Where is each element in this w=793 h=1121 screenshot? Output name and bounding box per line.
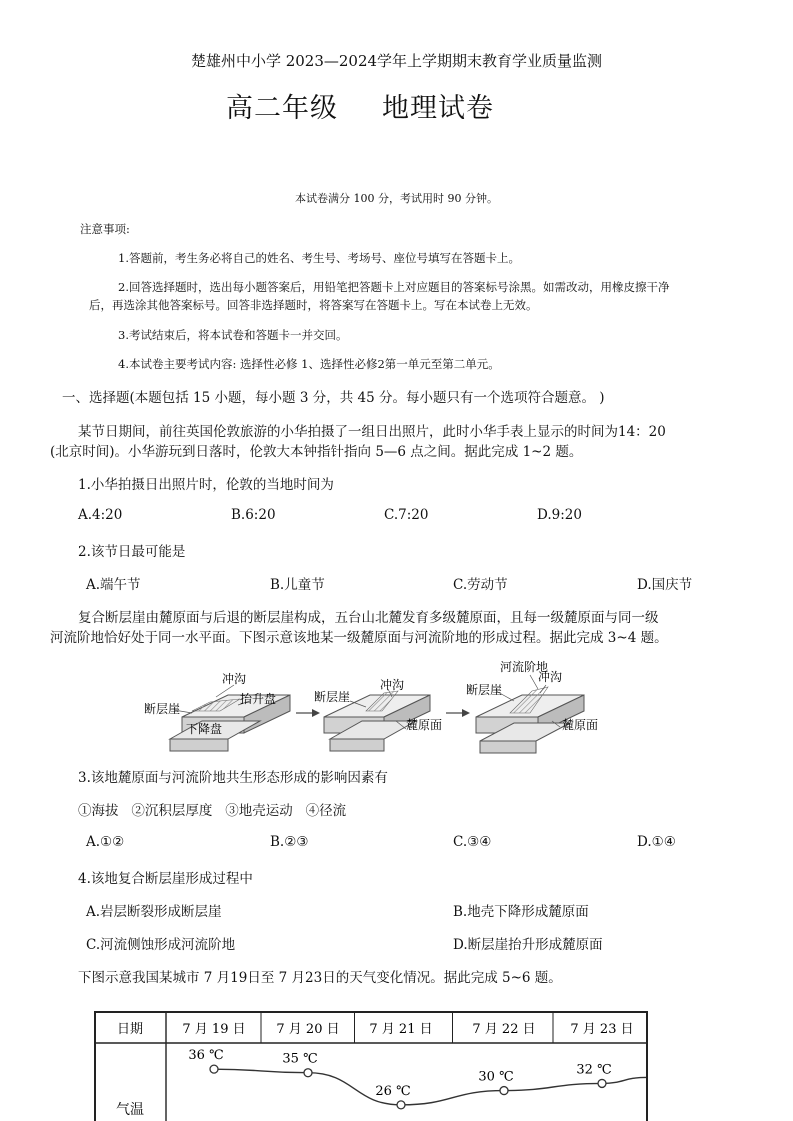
temperature-label: 32 ℃ xyxy=(576,1062,612,1078)
q1-stem: 1.小华拍摄日出照片时，伦敦的当地时间为 xyxy=(78,477,334,493)
weather-chart xyxy=(94,1010,650,1121)
q3-option-c[interactable]: C.③④ xyxy=(453,834,492,850)
p1-down-label: 下降盘 xyxy=(186,722,223,736)
p2-gully-label: 冲沟 xyxy=(380,678,405,692)
date-label: 7 月 21 日 xyxy=(369,1022,433,1037)
temperature-label: 36 ℃ xyxy=(188,1048,224,1064)
p1-uplift-label: 抬升盘 xyxy=(240,692,277,706)
date-label: 7 月 20 日 xyxy=(276,1022,340,1037)
p2-fault-label: 断层崖 xyxy=(314,690,351,704)
note-2a: 2.回答选择题时，选出每小题答案后，用铅笔把答题卡上对应题目的答案标号涂黑。如需改动，用橡皮擦干净 xyxy=(118,280,670,294)
p1-fault-label: 断层崖 xyxy=(144,702,181,716)
p3-piedmont-label: 麓原面 xyxy=(562,718,599,732)
q1-option-c[interactable]: C.7:20 xyxy=(384,507,429,523)
temperature-label: 30 ℃ xyxy=(478,1069,514,1085)
p2-piedmont-label: 麓原面 xyxy=(406,718,443,732)
temperature-label: 35 ℃ xyxy=(282,1051,318,1067)
p3-terrace-label: 河流阶地 xyxy=(500,660,549,674)
note-2b: 后，再选涂其他答案标号。回答非选择题时，将答案写在答题卡上。写在本试卷上无效。 xyxy=(89,298,538,312)
date-labels xyxy=(182,1022,633,1037)
arrow-1 xyxy=(296,709,320,717)
q4-option-b[interactable]: B.地壳下降形成麓原面 xyxy=(453,904,589,920)
panel-3 xyxy=(466,659,598,753)
passage2-line2: 河流阶地恰好处于同一水平面。下图示意该地某一级麓原面与河流阶地的形成过程。据此完成 3~4 题。 xyxy=(50,630,668,646)
q3-stem: 3.该地麓原面与河流阶地共生形态形成的影响因素有 xyxy=(78,770,388,786)
q3-items: ①海拔 ②沉积层厚度 ③地壳运动 ④径流 xyxy=(78,803,347,819)
temp-row-header: 气温 xyxy=(116,1102,144,1118)
section-heading: 一、选择题(本题包括 15 小题，每小题 3 分，共 45 分。每小题只有一个选项符合题意。 ) xyxy=(62,390,605,406)
temperature-point xyxy=(397,1101,405,1109)
q4-stem: 4.该地复合断层崖形成过程中 xyxy=(78,871,253,887)
q2-stem: 2.该节日最可能是 xyxy=(78,544,186,560)
passage1-line2: (北京时间)。小华游玩到日落时，伦敦大本钟指针指向 5—6 点之间。据此完成 1~2 题。 xyxy=(50,444,583,460)
temperature-points xyxy=(188,1048,611,1109)
temperature-point xyxy=(500,1087,508,1095)
temperature-label: 26 ℃ xyxy=(375,1083,411,1099)
note-4: 4.本试卷主要考试内容: 选择性必修 1、选择性必修2第一单元至第二单元。 xyxy=(118,357,500,371)
q1-option-d[interactable]: D.9:20 xyxy=(537,507,582,523)
q2-option-b[interactable]: B.儿童节 xyxy=(270,577,325,593)
notes-label: 注意事项: xyxy=(80,222,130,236)
note-1: 1.答题前，考生务必将自己的姓名、考生号、考场号、座位号填写在答题卡上。 xyxy=(118,251,520,265)
passage2-line1: 复合断层崖由麓原面与后退的断层崖构成，五台山北麓发育多级麓原面，且每一级麓原面与同一级 xyxy=(78,610,659,626)
date-label: 7 月 22 日 xyxy=(472,1022,536,1037)
q2-option-d[interactable]: D.国庆节 xyxy=(637,577,693,593)
date-row-header: 日期 xyxy=(116,1022,144,1037)
passage1-line1: 某节日期间，前往英国伦敦旅游的小华拍摄了一组日出照片，此时小华手表上显示的时间为14：20 xyxy=(78,424,666,440)
q4-option-d[interactable]: D.断层崖抬升形成麓原面 xyxy=(453,937,603,953)
exam-meta: 本试卷满分 100 分，考试用时 90 分钟。 xyxy=(295,192,498,205)
q3-option-a[interactable]: A.①② xyxy=(86,834,125,850)
panel-1 xyxy=(144,671,290,751)
panel-2 xyxy=(314,677,442,751)
q3-option-d[interactable]: D.①④ xyxy=(637,834,676,850)
q1-option-a[interactable]: A.4:20 xyxy=(78,507,123,523)
subject-label: 地理试卷 xyxy=(382,93,494,124)
q3-option-b[interactable]: B.②③ xyxy=(270,834,309,850)
temperature-point xyxy=(304,1069,312,1077)
p3-gully-label: 冲沟 xyxy=(538,670,563,684)
date-label: 7 月 19 日 xyxy=(182,1022,246,1037)
date-label: 7 月 23 日 xyxy=(570,1022,634,1037)
q4-option-a[interactable]: A.岩层断裂形成断层崖 xyxy=(86,904,222,920)
q1-option-b[interactable]: B.6:20 xyxy=(231,507,276,523)
q4-option-c[interactable]: C.河流侧蚀形成河流阶地 xyxy=(86,937,236,953)
passage3: 下图示意我国某城市 7 月19日至 7 月23日的天气变化情况。据此完成 5~6 题。 xyxy=(78,970,562,986)
p3-fault-label: 断层崖 xyxy=(466,683,503,697)
temperature-point xyxy=(598,1079,606,1087)
temperature-point xyxy=(210,1065,218,1073)
q2-option-a[interactable]: A.端午节 xyxy=(86,577,141,593)
q2-option-c[interactable]: C.劳动节 xyxy=(453,577,508,593)
grade-label: 高二年级 xyxy=(226,93,338,124)
p1-gully-label: 冲沟 xyxy=(222,672,247,686)
arrow-2 xyxy=(446,709,470,717)
fault-scarp-diagram xyxy=(130,655,740,755)
page-title xyxy=(226,86,494,125)
exam-line: 楚雄州中小学 2023—2024学年上学期期末教育学业质量监测 xyxy=(190,52,603,70)
note-3: 3.考试结束后，将本试卷和答题卡一并交回。 xyxy=(118,328,348,342)
